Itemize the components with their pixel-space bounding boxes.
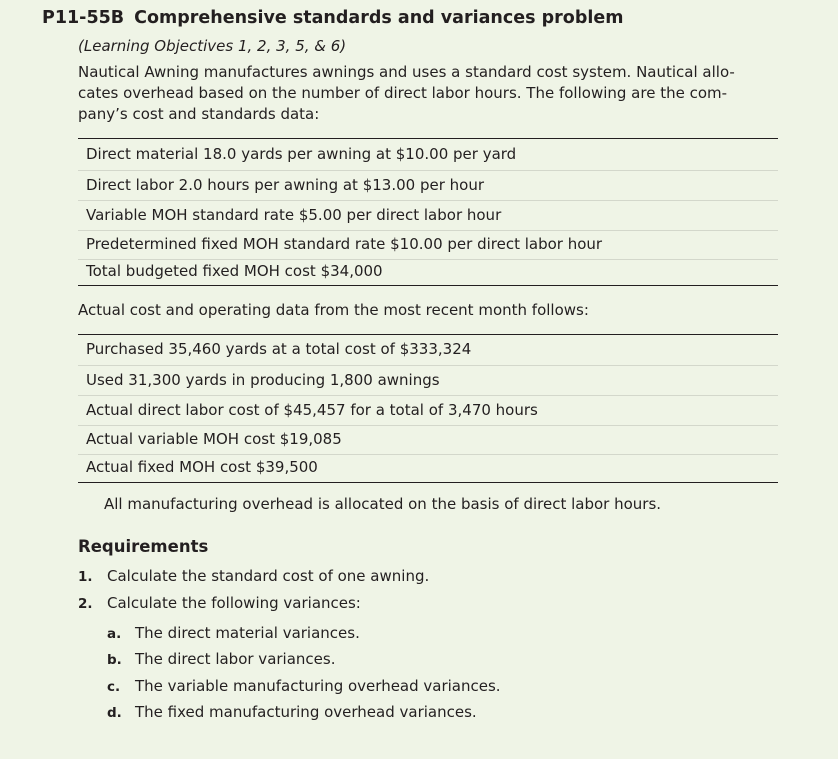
actual-row: Used 31,300 yards in producing 1,800 awnings [86, 371, 440, 389]
subitem-text: The variable manufacturing overhead variances. [135, 677, 501, 695]
requirement-marker: 2. [78, 596, 93, 612]
problem-title-text: Comprehensive standards and variances problem [134, 8, 624, 28]
requirement-item [78, 567, 429, 585]
standards-row: Total budgeted fixed MOH cost $34,000 [86, 262, 383, 280]
table-row-divider [78, 259, 778, 260]
requirements-heading: Requirements [78, 537, 209, 556]
standards-row: Variable MOH standard rate $5.00 per direct labor hour [86, 206, 502, 224]
problem-intro [78, 62, 768, 125]
intro-line: pany’s cost and standards data: [78, 105, 320, 123]
requirement-subitem [107, 650, 335, 668]
problem-number: P11-55B [42, 8, 125, 28]
table-row-divider [78, 454, 778, 455]
standards-row: Direct labor 2.0 hours per awning at $13.00 per hour [86, 176, 484, 194]
subitem-text: The direct labor variances. [135, 650, 336, 668]
requirement-subitem [107, 677, 501, 695]
subitem-marker: d. [107, 705, 122, 721]
problem-title [42, 8, 623, 28]
standards-table-top-rule [78, 138, 778, 139]
table-row-divider [78, 395, 778, 396]
requirement-text: Calculate the following variances: [107, 594, 361, 612]
standards-table-bottom-rule [78, 285, 778, 286]
subitem-marker: c. [107, 679, 121, 695]
actual-row: Actual fixed MOH cost $39,500 [86, 458, 318, 476]
table-row-divider [78, 230, 778, 231]
intro-line: Nautical Awning manufactures awnings and uses a standard cost system. Nautical allo- [78, 63, 735, 81]
requirement-subitem [107, 624, 360, 642]
actual-table-top-rule [78, 334, 778, 335]
actual-table-bottom-rule [78, 482, 778, 483]
actual-data-lead: Actual cost and operating data from the most recent month follows: [78, 301, 589, 319]
learning-objectives: (Learning Objectives 1, 2, 3, 5, & 6) [78, 37, 347, 55]
requirement-text: Calculate the standard cost of one awning. [107, 567, 430, 585]
table-row-divider [78, 365, 778, 366]
actual-row: Actual variable MOH cost $19,085 [86, 430, 342, 448]
table-row-divider [78, 200, 778, 201]
requirement-marker: 1. [78, 569, 93, 585]
table-row-divider [78, 425, 778, 426]
subitem-text: The direct material variances. [135, 624, 360, 642]
allocation-note: All manufacturing overhead is allocated on the basis of direct labor hours. [104, 495, 662, 513]
standards-row: Direct material 18.0 yards per awning at $10.00 per yard [86, 145, 517, 163]
subitem-text: The fixed manufacturing overhead variances. [135, 703, 477, 721]
requirement-subitem [107, 703, 477, 721]
actual-row: Purchased 35,460 yards at a total cost of $333,324 [86, 340, 472, 358]
table-row-divider [78, 170, 778, 171]
subitem-marker: a. [107, 626, 122, 642]
actual-row: Actual direct labor cost of $45,457 for a total of 3,470 hours [86, 401, 538, 419]
subitem-marker: b. [107, 652, 122, 668]
standards-row: Predetermined fixed MOH standard rate $10.00 per direct labor hour [86, 235, 603, 253]
requirement-item [78, 594, 361, 612]
intro-line: cates overhead based on the number of direct labor hours. The following are the com- [78, 84, 728, 102]
